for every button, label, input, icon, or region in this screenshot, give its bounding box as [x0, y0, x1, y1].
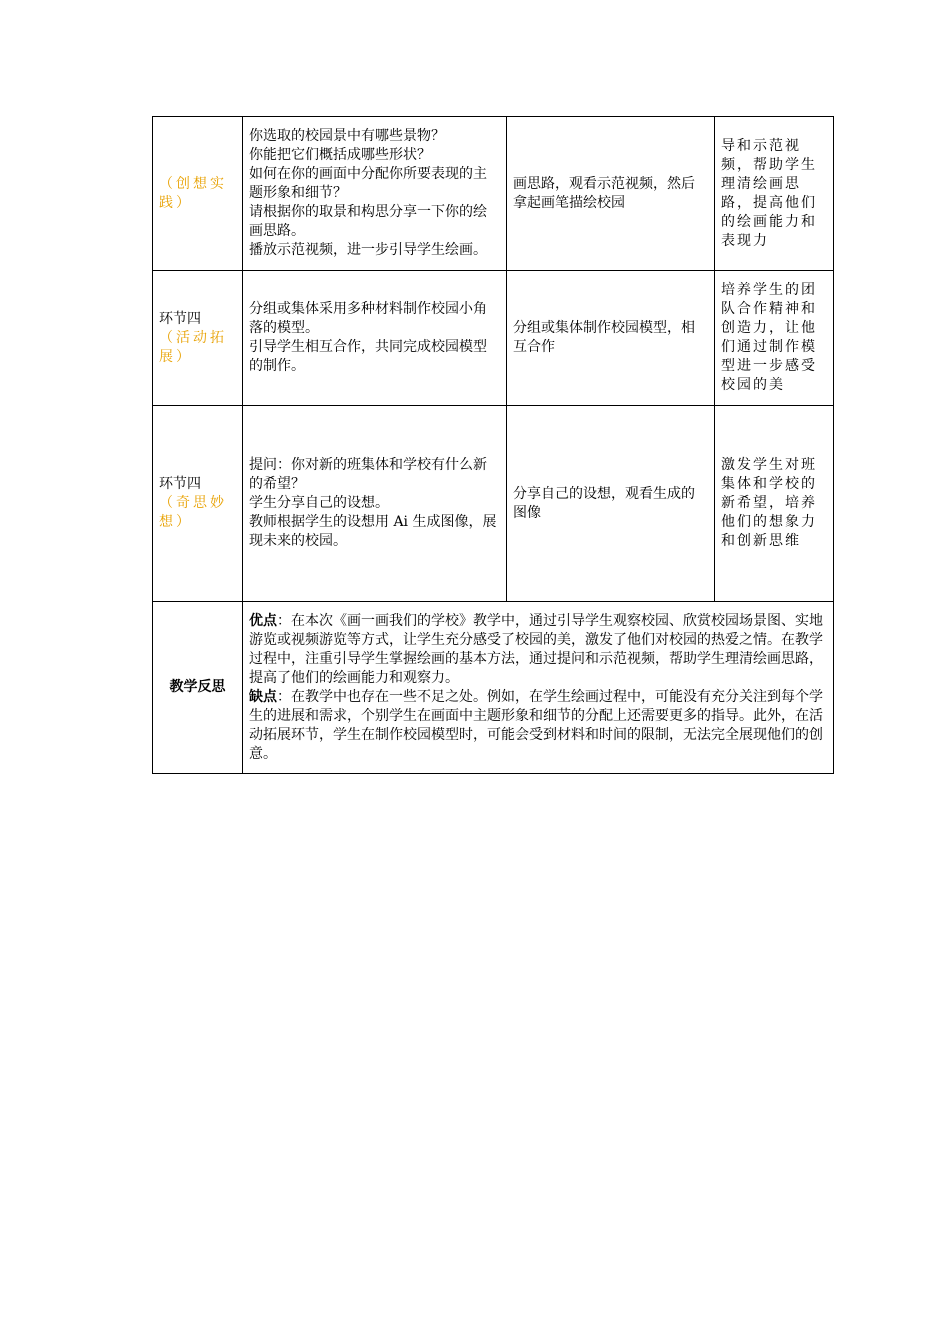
teacher-activity-line: 提问：你对新的班集体和学校有什么新的希望？ [249, 457, 487, 492]
stage-cell [153, 406, 243, 602]
teacher-activity-line: 你能把它们概括成哪些形状？ [249, 147, 431, 163]
stage-title: 环节四 [159, 476, 201, 492]
table-row [153, 117, 834, 271]
student-activity-cell: 画思路，观看示范视频，然后拿起画笔描绘校园 [507, 117, 715, 271]
teacher-activity-line: 学生分享自己的设想。 [249, 495, 389, 511]
student-activity-cell: 分组或集体制作校园模型，相互合作 [507, 271, 715, 406]
stage-name: （奇思妙想） [159, 495, 227, 530]
teacher-activity-cell [243, 406, 507, 602]
reflection-title: 教学反思 [153, 602, 243, 774]
pros-label: 优点 [249, 612, 277, 629]
cons-label: 缺点 [249, 688, 277, 705]
teacher-activity-line: 教师根据学生的设想用 Ai 生成图像，展现未来的校园。 [249, 514, 497, 549]
stage-cell [153, 271, 243, 406]
pros-text: ：在本次《画一画我们的学校》教学中，通过引导学生观察校园、欣赏校园场景图、实地游览或视频游览等方式，让学生充分感受了校园的美，激发了他们对校园的热爱之情。在教学过程中，注重引导学生掌握绘画的基本方法，通过提问和示范视频，帮助学生理清绘画思路，提高了他们的绘画能力和观察力。 [249, 612, 823, 686]
design-intent-cell: 导和示范视频，帮助学生理清绘画思路，提高他们的绘画能力和表现力 [715, 117, 834, 271]
reflection-cons [249, 688, 827, 764]
design-intent-cell: 培养学生的团队合作精神和创造力，让他们通过制作模型进一步感受校园的美 [715, 271, 834, 406]
design-intent-cell: 激发学生对班集体和学校的新希望，培养他们的想象力和创新思维 [715, 406, 834, 602]
teacher-activity-line: 你选取的校园景中有哪些景物？ [249, 128, 445, 144]
stage-name: （创想实践） [159, 175, 227, 211]
lesson-plan-table [152, 116, 834, 774]
teacher-activity-line: 引导学生相互合作，共同完成校园模型的制作。 [249, 339, 487, 374]
teacher-activity-cell [243, 117, 507, 271]
teacher-activity-line: 播放示范视频，进一步引导学生绘画。 [249, 242, 487, 258]
reflection-pros [249, 612, 827, 688]
teacher-activity-line: 请根据你的取景和构思分享一下你的绘画思路。 [249, 204, 487, 239]
teacher-activity-cell [243, 271, 507, 406]
table-row [153, 406, 834, 602]
stage-cell [153, 117, 243, 271]
table-row [153, 271, 834, 406]
reflection-cell [243, 602, 834, 774]
teacher-activity-line: 如何在你的画面中分配你所要表现的主题形象和细节？ [249, 166, 487, 201]
cons-text: ：在教学中也存在一些不足之处。例如，在学生绘画过程中，可能没有充分关注到每个学生的进展和需求，个别学生在画面中主题形象和细节的分配上还需要更多的指导。此外，在活动拓展环节，学生在制作校园模型时，可能会受到材料和时间的限制，无法完全展现他们的创意。 [249, 688, 823, 762]
stage-name: （活动拓展） [159, 329, 227, 365]
table-row [153, 602, 834, 774]
student-activity-cell: 分享自己的设想，观看生成的图像 [507, 406, 715, 602]
teacher-activity-line: 分组或集体采用多种材料制作校园小角落的模型。 [249, 301, 487, 336]
stage-title: 环节四 [159, 310, 201, 327]
